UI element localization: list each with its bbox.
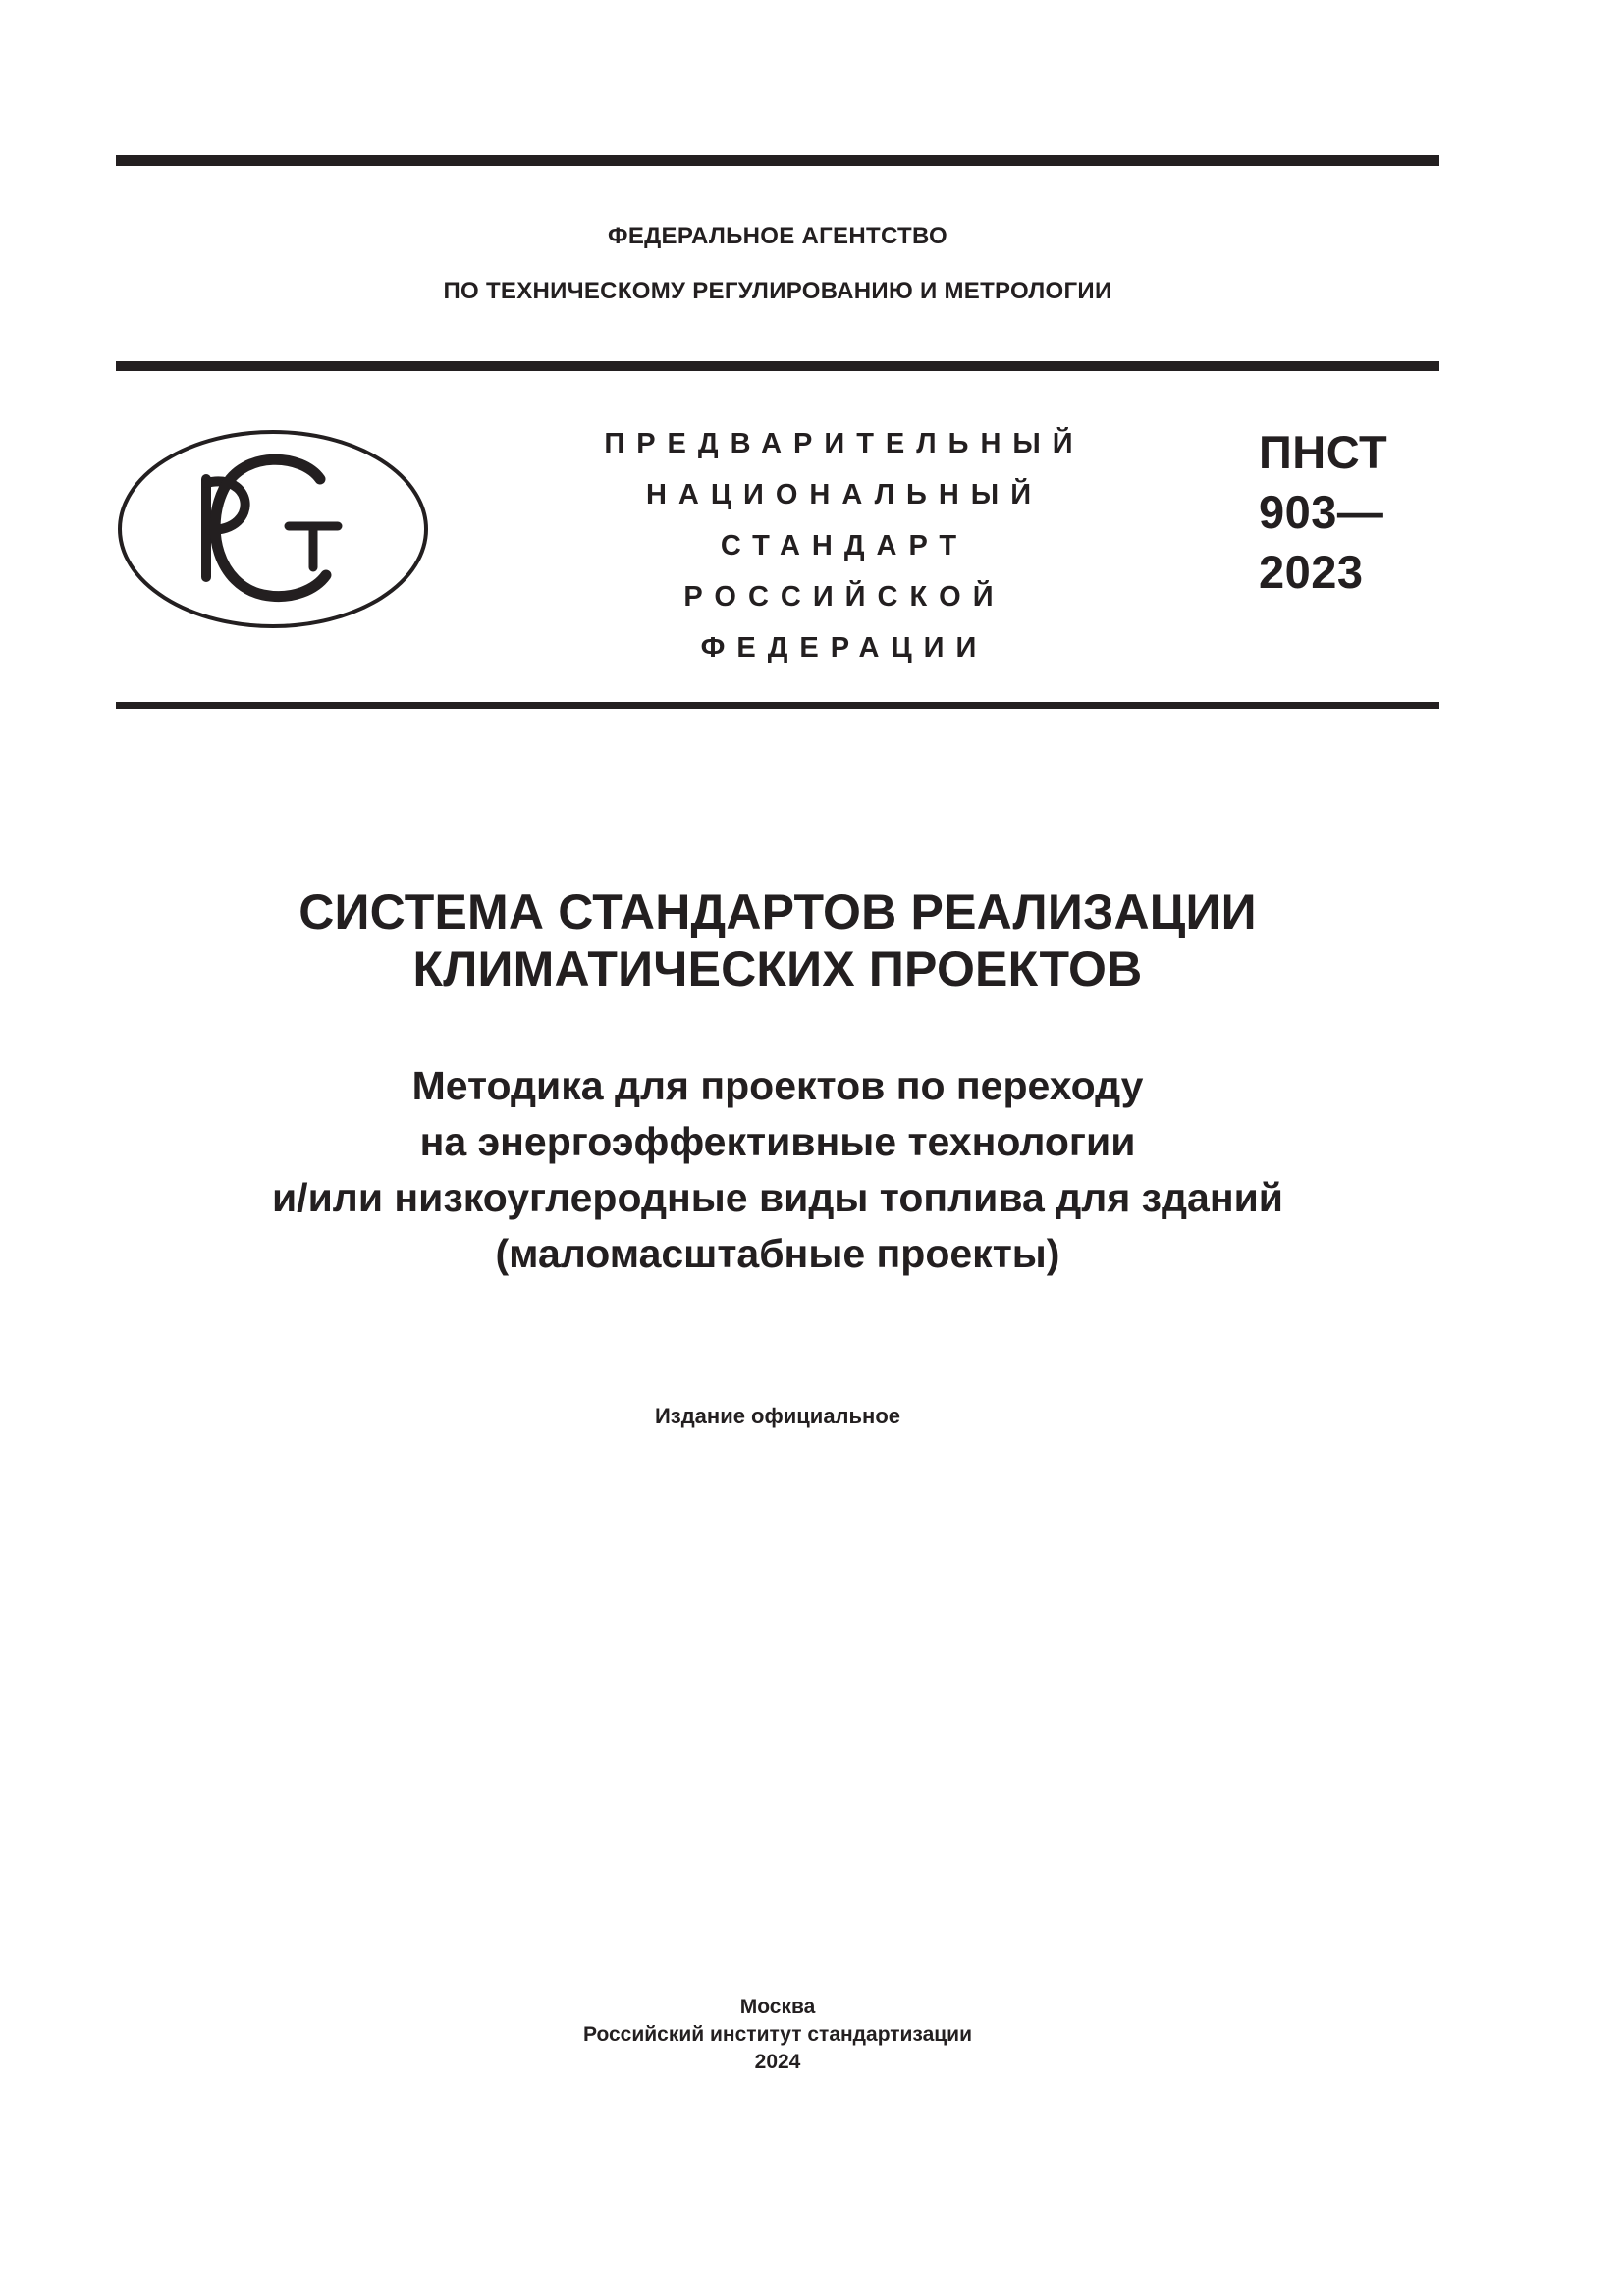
agency-line-2: ПО ТЕХНИЧЕСКОМУ РЕГУЛИРОВАНИЮ И МЕТРОЛОГИИ bbox=[443, 278, 1112, 304]
standard-code-line: 2023 bbox=[1259, 546, 1364, 598]
document-title bbox=[116, 883, 1439, 997]
standard-type-line: ПРЕДВАРИТЕЛЬНЫЙ bbox=[604, 428, 1085, 459]
standard-code-line: 903— bbox=[1259, 486, 1384, 538]
subtitle-line: (маломасштабные проекты) bbox=[495, 1231, 1060, 1276]
subtitle-line: Методика для проектов по переходу bbox=[411, 1063, 1144, 1108]
publisher-block bbox=[116, 1994, 1439, 2076]
standard-type-line: СТАНДАРТ bbox=[720, 530, 969, 561]
title-line: КЛИМАТИЧЕСКИХ ПРОЕКТОВ bbox=[412, 941, 1143, 996]
subtitle-line: и/или низкоуглеродные виды топлива для зданий bbox=[271, 1175, 1284, 1220]
header-bottom-rule bbox=[116, 702, 1439, 709]
standard-code-line: ПНСТ bbox=[1259, 426, 1388, 478]
subtitle-line: на энергоэффективные технологии bbox=[419, 1119, 1136, 1164]
header-divider bbox=[116, 361, 1439, 371]
publisher-city: Москва bbox=[739, 1996, 816, 2018]
standard-type-line: НАЦИОНАЛЬНЫЙ bbox=[645, 479, 1044, 510]
publisher-year: 2024 bbox=[754, 2051, 801, 2073]
title-line: СИСТЕМА СТАНДАРТОВ РЕАЛИЗАЦИИ bbox=[298, 884, 1257, 939]
document-subtitle bbox=[116, 1058, 1439, 1282]
standard-type-line: ФЕДЕРАЦИИ bbox=[700, 632, 989, 664]
gost-r-emblem-icon bbox=[116, 428, 430, 630]
standard-type-line: РОССИЙСКОЙ bbox=[683, 581, 1005, 613]
standard-type bbox=[550, 426, 1139, 681]
top-rule bbox=[116, 155, 1439, 166]
edition-note: Издание официальное bbox=[654, 1404, 901, 1428]
publisher-institute: Российский институт стандартизации bbox=[582, 2023, 973, 2046]
agency-line-1: ФЕДЕРАЛЬНОЕ АГЕНТСТВО bbox=[608, 223, 947, 249]
standard-code bbox=[1259, 422, 1387, 602]
